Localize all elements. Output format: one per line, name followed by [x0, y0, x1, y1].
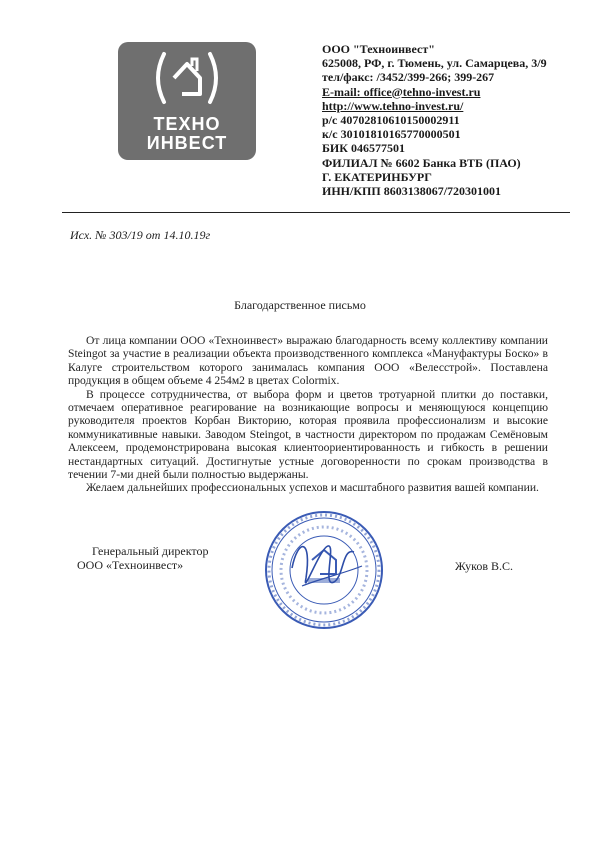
paragraph: От лица компании ООО «Техноинвест» выражаю благодарность всему коллективу компании Steingot за участие в реализации объекта производственного комплекса «Мануфактуры Боско» в Калуге строительством которого занималась компания ООО «Велесстрой». Поставлена продукция в общем объеме 4 254м2 в цветах Colormix. — [68, 334, 548, 388]
logo-text-line2: ИНВЕСТ — [146, 133, 228, 153]
letter-title: Благодарственное письмо — [234, 298, 366, 312]
requisite-bank: ФИЛИАЛ № 6602 Банка ВТБ (ПАО) — [322, 155, 521, 170]
letter-body — [68, 334, 548, 495]
requisite-company: ООО "Техноинвест" — [322, 42, 435, 56]
requisite-account: р/с 40702810610150002911 — [322, 113, 460, 128]
paragraph: В процессе сотрудничества, от выбора форм и цветов тротуарной плитки до поставки, отмечаем оперативное реагирование на возникающие вопросы и меняющуюся концепцию руководителя проектов Корбан Викторию, которая проявила профессионализм и высокие коммуникативные навыки. Заводом Steingot, в частности директором по продажам Семёновым Алексеем, продемонстрирована высокая клиентоориентированность и гибкость в решении нестандартных ситуаций. Достигнутые устные договоренности по срокам производства в течении 7-ми дней были полностью выдержаны. — [68, 387, 548, 482]
requisite-email[interactable]: E-mail: office@tehno-invest.ru — [322, 84, 481, 99]
signatory-position: Генеральный директор — [92, 544, 209, 558]
signatory-block — [77, 544, 209, 572]
company-requisites — [322, 42, 582, 198]
requisite-city: Г. ЕКАТЕРИНБУРГ — [322, 169, 432, 184]
header-divider — [62, 212, 570, 213]
requisite-inn: ИНН/КПП 8603138067/720301001 — [322, 184, 502, 199]
requisite-address: 625008, РФ, г. Тюмень, ул. Самарцева, 3/9 — [322, 56, 547, 71]
company-stamp — [262, 508, 386, 632]
company-logo — [118, 42, 256, 160]
requisite-website[interactable]: http://www.tehno-invest.ru/ — [322, 98, 464, 113]
paragraph: Желаем дальнейших профессиональных успехов и масштабного развития вашей компании. — [86, 481, 539, 495]
outgoing-reference: Исх. № 303/19 от 14.10.19г — [70, 228, 211, 242]
logo-text-line1: ТЕХНО — [153, 114, 221, 134]
signatory-name: Жуков В.С. — [455, 559, 514, 573]
requisite-corr-account: к/с 30101810165770000501 — [322, 127, 461, 142]
signatory-company: ООО «Техноинвест» — [77, 558, 184, 572]
signature-scribble — [292, 546, 354, 583]
requisite-phone: тел/факс: /3452/399-266; 399-267 — [322, 70, 495, 85]
requisite-bik: БИК 046577501 — [322, 141, 405, 156]
